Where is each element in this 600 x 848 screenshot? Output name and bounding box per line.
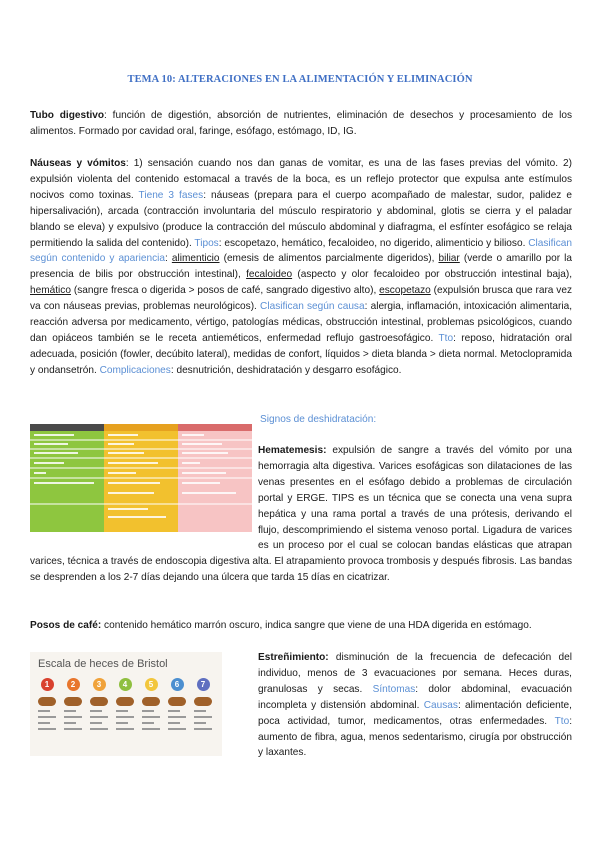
estrenimiento-text-1: disminución de la frecuencia de defecación del individuo, menos de 3 evacuaciones por semana. Heces duras, granulosas y secas. (258, 652, 572, 695)
clasif-contenido-label: Clasifican según contenido y apariencia (30, 237, 572, 265)
nauseas-text-10: : alergia, inflamación, intoxicación alimentaria, reacción adversa por medicamento, vértigo, patologías médicas, obstrucción intestinal, problemas psicológicos, cuando dan opiáceos también se le receta antieméticos, enfermedad reflujo gastroesofágico. (30, 301, 573, 344)
signos-deshidratacion-label: Signos de deshidratación: (260, 414, 377, 425)
bristol-caption-line (194, 710, 206, 712)
bristol-number-badge: 5 (145, 678, 158, 691)
bristol-caption-line (142, 728, 160, 730)
nauseas-text-6: (verde o amarillo por la presencia de bilis por obstrucción intestinal), (30, 253, 572, 281)
nauseas-text-8: (sangre fresca o digerida > posos de café, sangrado digestivo alto), (70, 285, 380, 297)
bristol-type-6 (166, 678, 188, 748)
posos-text: contenido hemático marrón oscuro, indica sangre que viene de una HDA digerida en estómago. (101, 620, 532, 631)
estrenimiento-text-3: : alimentación deficiente, poca actividad, tumor, medicamentos, otras enfermedades. (258, 699, 572, 727)
nauseas-text-9: (expulsión brusca que rara vez va con náuseas previas, problemas neurológicos). (30, 285, 573, 313)
hematemesis-float-spacer (30, 443, 258, 543)
tipos-label: Tipos (194, 237, 219, 249)
estrenimiento-tto-label: Tto (554, 715, 570, 727)
bristol-number-badge: 6 (171, 678, 184, 691)
bristol-caption-line (194, 716, 212, 718)
bristol-caption-line (38, 728, 56, 730)
bristol-caption-line (168, 728, 186, 730)
posos-term: Posos de café: (30, 620, 102, 631)
bristol-type-5 (140, 678, 162, 748)
hematemesis-term: Hematemesis: (258, 445, 327, 456)
bristol-caption-line (194, 722, 206, 724)
stool-shape-icon (38, 697, 56, 706)
estrenimiento-text-2: : dolor abdominal, evacuación incompleta y distensión abdominal. (258, 683, 573, 711)
bristol-caption-line (116, 722, 128, 724)
bristol-number-badge: 3 (93, 678, 106, 691)
nauseas-text-11: : reposo, hidratación oral adecuada, posición (fowler, decúbito lateral), medidas de confort, líquidos > dieta blanda > dieta normal. Metoclopramida y ondansetrón. (30, 332, 572, 376)
nauseas-text-4: : (165, 253, 172, 265)
bristol-caption-line (90, 722, 102, 724)
bristol-caption-line (90, 716, 108, 718)
stool-shape-icon (168, 697, 186, 706)
bristol-caption-line (168, 710, 180, 712)
bristol-title: Escala de heces de Bristol (38, 658, 168, 670)
tubo-digestivo-text: : función de digestión, absorción de nutrientes, eliminación de desechos y procesamiento de los alimentos. Formado por cavidad oral, faringe, esófago, estómago, ID, IG. (30, 110, 572, 137)
stool-shape-icon (90, 697, 108, 706)
bristol-number-badge: 2 (67, 678, 80, 691)
nauseas-text-3: : escopetazo, hemático, fecaloideo, no digerido, alimenticio y bilioso. (218, 237, 529, 249)
stool-shape-icon (64, 697, 82, 706)
hematemesis-text: expulsión de sangre a través del vómito por una hemorragia alta digestiva. Varices esofágicas son dilataciones de las venas presentes en el esófago debido a problemas de circulación portal y ERGE. TIPS es un técnica que se conecta una vena supra hepática y una rama portal a través de una prótesis, derivando el flujo, descomprimiendo el sistema venoso portal. Ligadura de varices es un proceso por el cual se colocan bandas elásticas que atrapan varices, técnica a través de endoscopia digestiva alta. El atrapamiento provoca trombosis y después fibrosis. Las bandas se desprenden a los 2-7 días dejando una úlcera que tarda 15 días en cicatrizar. (30, 445, 572, 584)
bristol-caption-line (90, 710, 102, 712)
bristol-caption-line (38, 716, 56, 718)
clasif-causa-label: Clasifican según causa (260, 301, 365, 313)
estrenimiento-term: Estreñimiento: (258, 652, 329, 663)
nauseas-term: Náuseas y vómitos (30, 158, 126, 169)
bristol-number-badge: 1 (41, 678, 54, 691)
bristol-types-row (30, 678, 222, 748)
bristol-type-2 (62, 678, 84, 748)
bristol-caption-line (142, 722, 154, 724)
nauseas-paragraph (30, 156, 572, 379)
bristol-caption-line (142, 710, 154, 712)
causas-label: Causas (423, 699, 458, 711)
bristol-caption-line (142, 716, 160, 718)
bristol-scale-image (30, 652, 222, 756)
fecaloideo-term: fecaloideo (246, 269, 293, 281)
nauseas-text-7: (aspecto y olor fecaloideo por obstrucción intestinal baja), (292, 269, 572, 281)
nauseas-text-1: : 1) sensación cuando nos dan ganas de vomitar, es una de las fases previas del vómito. 2) expulsión violenta del contenido estomacal a través de la boca, es un reflejo protector que expulsa ante estímulos nocivos como toxinas. (30, 158, 572, 201)
nauseas-text-5: (emesis de alimentos parcialmente digeridos), (219, 253, 439, 265)
tubo-digestivo-term: Tubo digestivo (30, 110, 105, 121)
bristol-caption-line (38, 722, 50, 724)
bristol-caption-line (116, 710, 128, 712)
estrenimiento-text-4: : aumento de fibra, agua, menos sedentarismo, cirugía por obstrucción y laxantes. (258, 715, 572, 759)
bristol-caption-line (168, 716, 186, 718)
hematemesis-paragraph (30, 443, 572, 586)
hematico-term: hemático (30, 285, 71, 297)
escopetazo-term: escopetazo (379, 285, 431, 297)
estrenimiento-paragraph (258, 650, 572, 761)
bristol-type-4 (114, 678, 136, 748)
posos-paragraph (30, 618, 572, 634)
sintomas-label: Síntomas (372, 683, 416, 695)
tto-label: Tto (438, 332, 454, 344)
bristol-caption-line (90, 728, 108, 730)
bristol-caption-line (116, 716, 134, 718)
bristol-type-7 (192, 678, 214, 748)
stool-shape-icon (116, 697, 134, 706)
bristol-caption-line (194, 728, 212, 730)
nauseas-text-2: : náuseas (prepara para el cuerpo acompañado de malestar, sudor, palidez e hipersalivación), arcada (contracción involuntaria del músculo respiratorio y abdominal, glotis se cierra y el paladar blando se eleva) y expulsivo (produce la contracción del músculo abdominal y diafragma, el esfínter esofágico se relaja permitiendo la salida del contenido). (30, 189, 572, 249)
bristol-caption-line (64, 722, 76, 724)
fases-label: Tiene 3 fases (138, 189, 204, 201)
bristol-caption-line (64, 728, 82, 730)
bristol-type-3 (88, 678, 110, 748)
tubo-digestivo-paragraph (30, 108, 572, 140)
page-title: TEMA 10: ALTERACIONES EN LA ALIMENTACIÓN Y ELIMINACIÓN (127, 74, 473, 85)
complicaciones-label: Complicaciones (99, 364, 171, 376)
biliar-term: biliar (438, 253, 460, 265)
stool-shape-icon (194, 697, 212, 706)
bristol-caption-line (64, 716, 82, 718)
bristol-caption-line (38, 710, 50, 712)
nauseas-text-12: : desnutrición, deshidratación y desgarro esofágico. (170, 364, 402, 376)
stool-shape-icon (142, 697, 160, 706)
bristol-number-badge: 4 (119, 678, 132, 691)
bristol-caption-line (64, 710, 76, 712)
alimenticio-term: alimenticio (171, 253, 220, 265)
bristol-caption-line (168, 722, 180, 724)
bristol-caption-line (116, 728, 134, 730)
bristol-type-1 (36, 678, 58, 748)
bristol-number-badge: 7 (197, 678, 210, 691)
